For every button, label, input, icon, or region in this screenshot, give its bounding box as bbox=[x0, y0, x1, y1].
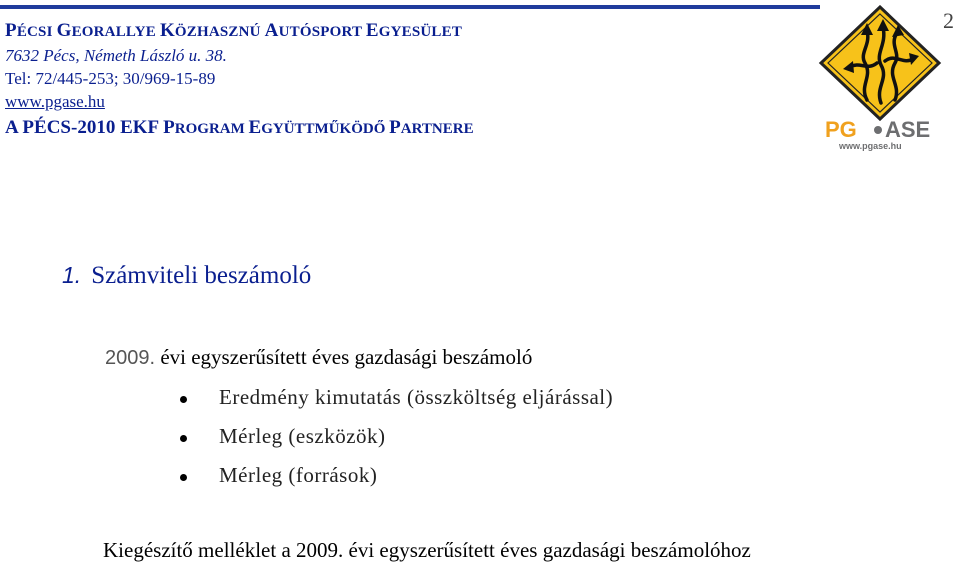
page-number: 2 bbox=[943, 8, 954, 33]
org-name-part-3: KÖZHASZNÚ bbox=[159, 20, 265, 41]
list-item-text: Mérleg (eszközök) bbox=[219, 424, 386, 448]
logo-url: www.pgase.hu bbox=[839, 141, 902, 151]
supplement-note: Kiegészítő melléklet a 2009. évi egyszerűsített éves gazdasági beszámolóhoz bbox=[103, 538, 751, 562]
organization-name bbox=[5, 20, 462, 42]
subtitle-year: 2009. bbox=[105, 347, 156, 369]
bullet-icon bbox=[180, 474, 187, 481]
report-subtitle bbox=[105, 345, 532, 370]
bullet-icon bbox=[180, 435, 187, 442]
bullet-icon bbox=[180, 396, 187, 403]
org-name-part-1: PÉCSI bbox=[5, 20, 57, 41]
partner-part-1: A PÉCS-2010 EKF PROGRAM bbox=[5, 117, 249, 138]
partner-part-2: EGYÜTTMŰKÖDŐ bbox=[248, 117, 390, 138]
subtitle-text: évi egyszerűsített éves gazdasági beszámoló bbox=[155, 345, 533, 369]
partner-line bbox=[5, 117, 474, 139]
list-item-text: Eredmény kimutatás (összköltség eljárással) bbox=[219, 385, 614, 409]
logo-dot-icon bbox=[874, 126, 882, 134]
org-name-part-2: GEORALLYE bbox=[56, 20, 160, 41]
section-heading bbox=[62, 262, 311, 290]
logo-text-left: PG bbox=[825, 117, 857, 142]
header-rule bbox=[0, 5, 820, 9]
address: 7632 Pécs, Németh László u. 38. bbox=[5, 46, 227, 65]
phone-number: Tel: 72/445-253; 30/969-15-89 bbox=[5, 69, 216, 88]
website-link[interactable]: www.pgase.hu bbox=[5, 92, 105, 111]
section-number: 1. bbox=[62, 262, 82, 288]
pgase-logo bbox=[815, 5, 945, 155]
section-title: Számviteli beszámoló bbox=[91, 262, 312, 289]
logo-text-right: ASE bbox=[885, 117, 931, 142]
org-name-part-4: AUTÓSPORT bbox=[264, 20, 366, 41]
partner-part-3: PARTNERE bbox=[389, 117, 474, 138]
org-name-part-5: EGYESÜLET bbox=[365, 20, 463, 41]
list-item-text: Mérleg (források) bbox=[219, 463, 378, 487]
